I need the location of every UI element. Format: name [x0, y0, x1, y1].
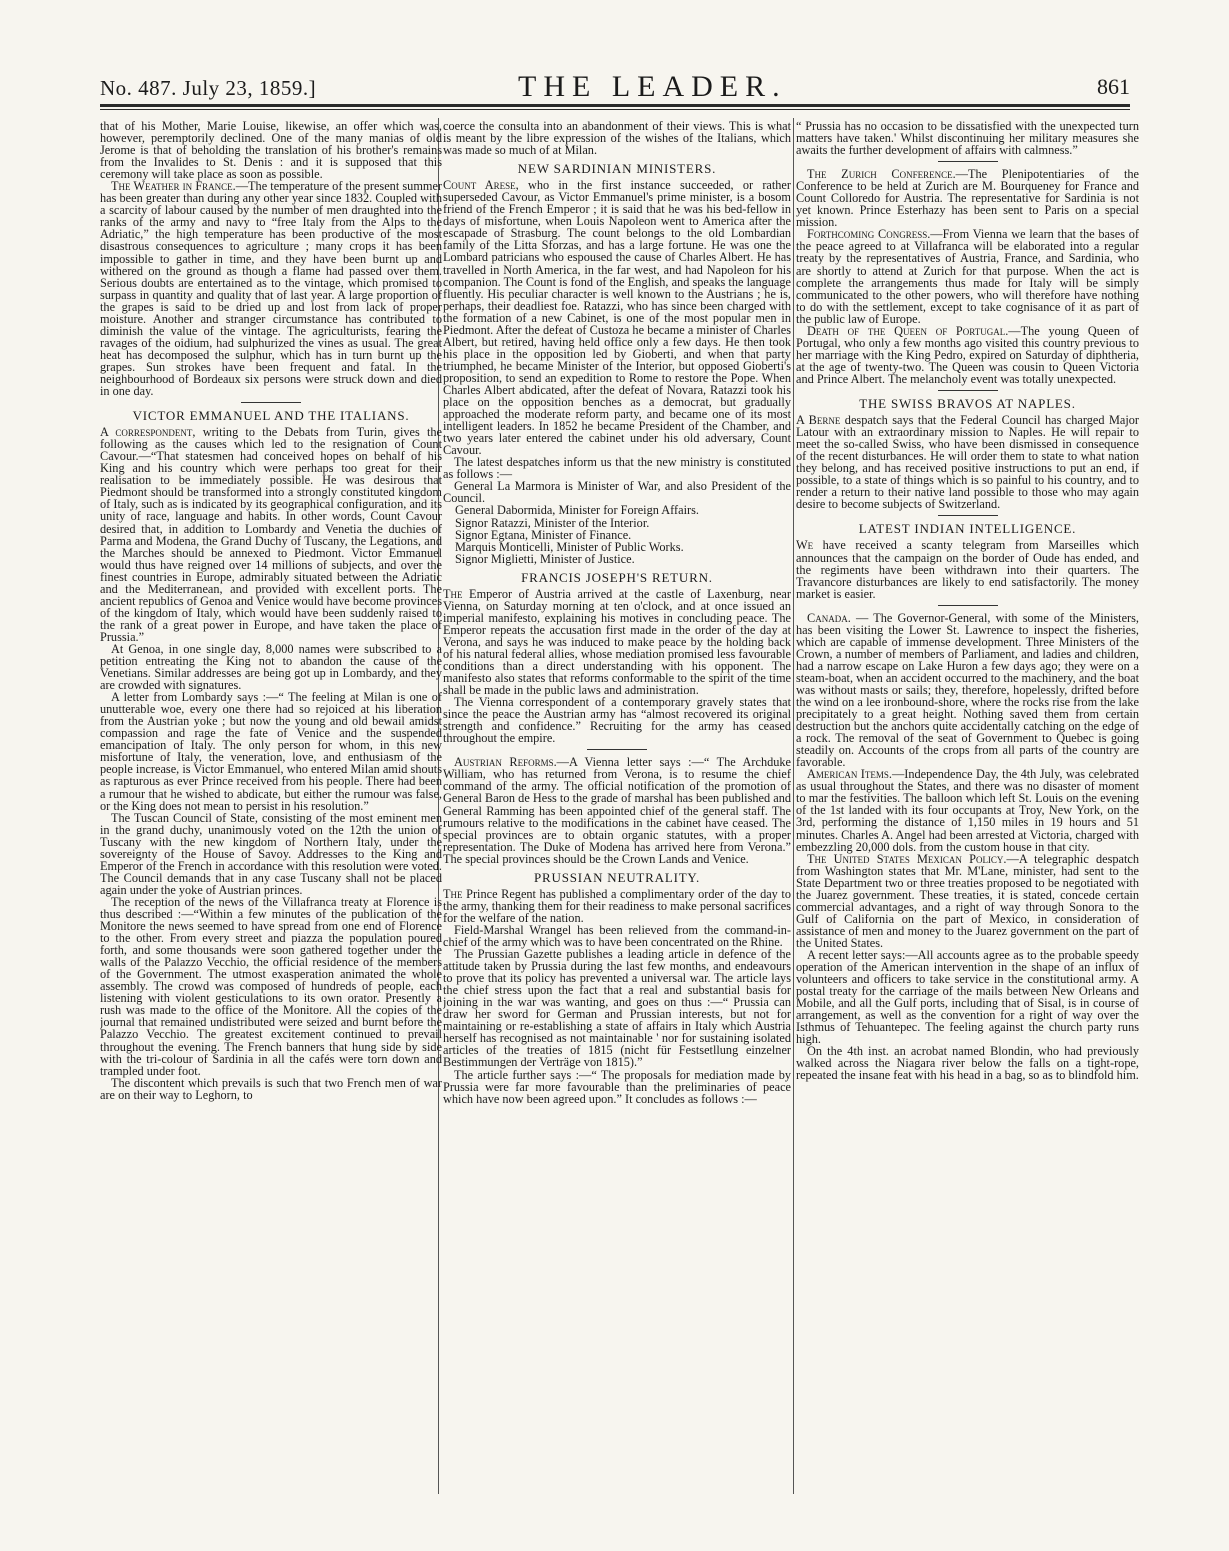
run-in-head: We	[796, 538, 814, 553]
paragraph	[796, 168, 1139, 228]
run-in-head: Canada.	[807, 610, 851, 625]
paragraph: The article further says :—“ The proposals for mediation made by Prussia were far more favourable than the preliminaries of peace which have now been agreed upon.” It concludes as follows :—	[443, 1067, 791, 1106]
masthead-rule-thin	[100, 109, 1130, 110]
section-heading: NEW SARDINIAN MINISTERS.	[517, 161, 717, 177]
page-number: 861	[1097, 74, 1130, 99]
paragraph: The Tuscan Council of State, consisting of the most eminent men in the grand duchy, unanimously voted on the 12th the union of Tuscany with the new kingdom of Northern Italy, under the sovereignty of the House of Savoy. Addresses to the King and Emperor of the French in accordance with this resolution were voted. The Council demands that in any case Tuscany shall not be placed again under the yoke of Austrian princes.	[100, 810, 442, 897]
paragraph-text: writing to the Debats from Turin, gives the following as the causes which led to the resignation of Count Cavour.—“That statesmen had conceived hopes on behalf of his King and his country which were perhaps too great for their realisation to be immediately possible. He was desirous that Piedmont should be transformed into a strongly constituted kingdom of Italy, such as is indicated by its geographical configuration, and its unity of race, language and habits. In other words, Count Cavour desired that, in addition to Lombardy and Venetia the duchies of Parma and Modena, the Grand Duchy of Tuscany, the Legations, and the Marches should be annexed to Piedmont. Victor Emmanuel would thus have reigned over 14 millions of subjects, and over the finest countries in Europe, admirably situated between the Adriatic and the Mediterranean, and provided with excellent ports. The ancient republics of Genoa and Venice would have become provinces of the kingdom of Italy, which would have been suddenly raised to the rank of a great power in Europe, and have taken the place of Prussia.”	[100, 425, 442, 644]
paragraph: The reception of the news of the Villafranca treaty at Florence is thus described :—“Within a few minutes of the publication of the Monitore the news seemed to have spread from one end of Florence to the other. From every street and piazza the population poured forth, and some thousands were soon gathered together under the walls of the Palazzo Vecchio, the official residence of the members of the Government. The utmost exasperation animated the whole assembly. The crowd was composed of hundreds of people, each listening with violent gesticulations to its own orator. Presently a rush was made to the office of the Monitore. All the copies of the journal that remained undistributed were seized and burnt before the Palazzo Vecchio. The greatest excitement continued to prevail throughout the evening. The French banners that hung side by side with the tri-colour of Sardinia in all the cafés were torn down and trampled under foot.	[100, 894, 442, 1078]
paragraph-text: —Independence Day, the 4th July, was celebrated as usual throughout the States, and there was no disaster of moment to mar the festivities. The balloon which left St. Louis on the evening of the 1st landed with its four occupants at Troy, New York, on the 3rd, performing the distance of 1,150 miles in 19 hours and 51 minutes. Charles A. Angel had been arrested at Victoria, charged with embezzling 20,000 dols. from the custom house in that city.	[796, 767, 1139, 854]
list-item: Signor Egtana, Minister of Finance.	[455, 527, 632, 542]
paragraph: A recent letter says:—All accounts agree as to the probable speedy operation of the American intervention in the shape of an influx of volunteers and officers to take service in the constitutional army. A postal treaty for the carriage of the mails between New Orleans and Mobile, and all the Gulf ports, including that of Sisal, is in course of arrangement, as well as the convention for a right of way over the Isthmus of Tehuantepec. The feeling against the church party runs high.	[796, 948, 1139, 1047]
run-in-head: A Berne	[796, 413, 841, 428]
paragraph-text: —A Vienna letter says :—“ The Archduke William, who has returned from Verona, is to resume the chief command of the army. The official notification of the promotion of General Baron de Hess to the grade of marshal has been published and General Ramming has been appointed chief of the general staff. The rumours relative to the modifications in the cabinet have ceased. The special provinces are to obtain organic statutes, with a proper representation. The Duke of Modena has arrived here from Verona.” The special provinces should be the Crown Lands and Venice.	[443, 755, 791, 866]
section-heading: FRANCIS JOSEPH'S RETURN.	[521, 569, 713, 585]
paragraph: On the 4th inst. an acrobat named Blondin, who had previously walked across the Niagara river below the falls on a tight-rope, repeated the insane feat with his head in a bag, so as to blindfold him.	[796, 1044, 1139, 1083]
section-separator	[938, 605, 998, 606]
paragraph: that of his Mother, Marie Louise, likewise, an offer which was, however, peremptorily declined. One of the many manias of old Jerome is that of beholding the translation of his brother's remains from the Invalides to St. Denis : and it is supposed that this ceremony will take place as soon as possible.	[100, 120, 442, 182]
paragraph-text: —The Plenipotentiaries of the Conference to be held at Zurich are M. Bourqueney for France and Count Colloredo for Austria. The representative for Sardinia is not yet known. Prince Esterhazy has been sent to Paris on a special mission.	[796, 167, 1139, 230]
section-separator	[938, 390, 998, 391]
list-item: General La Marmora is Minister of War, and also President of the Council.	[443, 479, 791, 506]
run-in-head: The Weather in France.	[111, 179, 236, 194]
paragraph: “ Prussia has no occasion to be dissatisfied with the unexpected turn matters have taken.' Whilst discontinuing her military measures she awaits the further development of affairs with calmness.”	[796, 120, 1139, 158]
list-item: Signor Ratazzi, Minister of the Interior.	[455, 515, 650, 530]
column-1	[100, 120, 442, 1492]
run-in-head: The	[443, 886, 463, 901]
section-separator	[938, 161, 998, 162]
paragraph-text: —A telegraphic despatch from Washington states that Mr. M'Lane, minister, had sent to the State Department two or three treaties proposed to be negotiated with the Juarez government. These treaties, it is stated, concede certain commercial advantages, and a right of way through Sonora to the Gulf of California on the part of Mexico, in consideration of assistance of men and money to the Juarez government on the part of the United States.	[796, 851, 1139, 950]
issue-date-line: No. 487. July 23, 1859.]	[100, 76, 317, 100]
list-item: General Dabormida, Minister for Foreign Affairs.	[455, 503, 699, 518]
section-separator	[587, 749, 647, 750]
paragraph: The discontent which prevails is such that two French men of war are on their way to Leghorn, to	[100, 1075, 442, 1102]
paragraph-text: Emperor of Austria arrived at the castle of Laxenburg, near Vienna, on Saturday morning at ten o'clock, and at once issued an imperial manifesto, explaining his motives in concluding peace. The Emperor repeats the accusation first made in the order of the day at Verona, and says he was induced to make peace by the holding back of his natural federal allies, whose mediation promised less favourable conditions than a direct understanding with his opponent. The manifesto also states that reforms conformable to the spirit of the time shall be made in the public laws and administration.	[443, 586, 791, 698]
paragraph	[443, 888, 791, 924]
paragraph: coerce the consulta into an abandonment of their views. This is what is meant by the libre expression of the wishes of the Italians, which was made so much of at Milan.	[443, 120, 791, 158]
section-heading: LATEST INDIAN INTELLIGENCE.	[858, 521, 1077, 537]
paragraph	[100, 180, 442, 397]
list-item: Signor Miglietti, Minister of Justice.	[455, 551, 635, 566]
paragraph	[796, 414, 1139, 510]
run-in-head: Forthcoming Congress.	[807, 227, 931, 242]
masthead	[100, 68, 1130, 102]
paragraph	[443, 179, 791, 456]
run-in-head: Austrian Reforms.	[454, 755, 557, 770]
paragraph-text: —The temperature of the present summer has been greater than during any other year since 1832. Coupled with a scarcity of labour caused by the number of men draughted into the ranks of the army and navy to “free Italy from the Alps to the Adriatic,” the high temperature has been productive of the most disastrous consequences to agriculture ; many crops it has been impossible to gather in time, and they have been burnt up and withered on the ground as though a flame had passed over them. Serious doubts are entertained as to the vintage, which promised to surpass in quantity and quality that of last year. A large proportion of the grapes is said to be dried up and lost from lack of proper moisture. Another and stranger circumstance has contributed to diminish the value of the vintage. The agriculturists, fearing the ravages of the oidium, had sulphurized the vines as usual. The great heat has decomposed the sulphur, which has in turn burnt up the grapes. Sun strokes have been frequent and fatal. In the neighbourhood of Bordeaux six persons were struck down and died in one day.	[100, 179, 442, 399]
run-in-head: Death of the Queen of Portugal.	[807, 323, 1009, 338]
newspaper-title: THE LEADER.	[518, 70, 787, 103]
run-in-head: A correspondent,	[100, 425, 196, 440]
masthead-rule	[100, 104, 1130, 107]
paragraph	[796, 228, 1139, 324]
paragraph: Field-Marshal Wrangel has been relieved from the command-in-chief of the army which was to have been concentrated on the Rhine.	[443, 922, 791, 949]
paragraph	[443, 756, 791, 864]
paragraph-text: have received a scanty telegram from Marseilles which announces that the campaign on the border of Oude has ended, and the regiments have been withdrawn into their quarters. The Travancore disturbances are likely to end satisfactorily. The money market is easier.	[796, 538, 1139, 601]
paragraph-text: — The Governor-General, with some of the Ministers, has been visiting the Lower St. Lawrence to inspect the fisheries, which are capable of immense development. Three Ministers of the Crown, a number of members of Parliament, and ladies and children, had a narrow escape on Lake Huron a few days ago; they were on a steam-boat, when an accident occurred to the machinery, and the boat was without masts or sails; they, therefore, hopelessly, drifted before the wind on a lee ironbound-shore, where the rocks rise from the lake precipitately to a great height. Nothing saved them from certain destruction but the anchors quite accidentally catching on the edge of a rock. The removal of the seat of Government to Quebec is going steadily on. Accounts of the crops from all parts of the country are favorable.	[796, 610, 1139, 770]
paragraph	[796, 325, 1139, 385]
section-heading: PRUSSIAN NEUTRALITY.	[534, 869, 700, 885]
paragraph-text: —From Vienna we learn that the bases of the peace agreed to at Villafranca will be elaborated into a regular treaty by the representatives of Austria, France, and Sardinia, who are shortly to attend at Zurich for that purpose. When the act is complete the arrangements thus made for Italy will be simply communicated to the other powers, who will therefore have nothing to do with the settlement, except to take cognisance of it as part of the public law of Europe.	[796, 227, 1139, 326]
paragraph-text: despatch says that the Federal Council has charged Major Latour with an extraordinary mission to Naples. He will repair to meet the so-called Swiss, who have been dismissed in consequence of the recent disturbances. He will order them to state to what nation they belong, and has received positive instructions to put an end, if possible, to a state of things which is so painful to his country, and to render a return to their native land possible to those who may again desire to become subjects of Switzerland.	[796, 413, 1139, 512]
column-3	[796, 120, 1139, 1492]
section-heading: VICTOR EMMANUEL AND THE ITALIANS.	[132, 408, 410, 424]
run-in-head: The United States Mexican Policy.	[807, 851, 1007, 866]
section-separator	[241, 402, 301, 403]
run-in-head: The Zurich Conference.	[807, 167, 956, 182]
paragraph	[796, 768, 1139, 852]
column-divider-2	[793, 118, 794, 1494]
paragraph	[796, 853, 1139, 949]
run-in-head: Count Arese,	[443, 178, 519, 193]
section-separator	[938, 515, 998, 516]
paragraph	[100, 426, 442, 643]
paragraph-text: Prince Regent has published a complimentary order of the day to the army, thanking them for their readiness to make personal sacrifices for the welfare of the nation.	[443, 886, 791, 925]
paragraph-text: who in the first instance succeeded, or rather superseded Cavour, as Victor Emmanuel's prime minister, is a bosom friend of the French Emperor ; it is said that he was his bed-fellow in days of misfortune, when Louis Napoleon went to America after the escapade of Strasburg. The count belongs to the old Lombardian family of the Litta Sforzas, and has a large fortune. He was one the Lombard patricians who espoused the cause of Charles Albert. He has travelled in North America, in the far west, and had Napoleon for his companion. The Count is fond of the English, and speaks the language fluently. His peculiar character is well known to the Austrians ; he is, perhaps, their deadliest foe. Ratazzi, who has since been charged with the formation of a new Cabinet, is one of the most popular men in Piedmont. After the defeat of Custoza he became a minister of Charles Albert, but retired, having held office only a few days. He then took his place in the opposition led by Gioberti, and when that party triumphed, he became Minister of the Interior, but opposed Gioberti's proposition, to send an expedition to Rome to restore the Pope. When Charles Albert abdicated, after the defeat of Novara, Ratazzi took his place on the opposition benches as a democrat, but gradually approached the moderate reform party, and became one of its most intelligent leaders. In 1852 he became President of the Chamber, and two years later entered the cabinet under his old adversary, Count Cavour.	[443, 178, 791, 458]
run-in-head: The	[443, 586, 463, 601]
paragraph: A letter from Lombardy says :—“ The feeling at Milan is one of unutterable woe, every one there had so rejoiced at his liberation from the Austrian yoke ; but now the young and old bewail amidst compassion and rage the fate of Venice and the suspended emancipation of Italy. The only person for whom, in this new misfortune of Italy, the veneration, love, and enthusiasm of the people increase, is Victor Emmanuel, who entered Milan amid shouts as rapturous as ever Prince received from his people. There had been a rumour that he wished to abdicate, but either the rumour was false, or the King does not mean to persist in his resolution.”	[100, 690, 442, 813]
paragraph	[796, 539, 1139, 599]
section-heading: THE SWISS BRAVOS AT NAPLES.	[859, 395, 1076, 411]
paragraph: The Vienna correspondent of a contemporary gravely states that since the peace the Austrian army has “almost recovered its original strength and confidence.” Recruiting for the army has ceased throughout the empire.	[443, 695, 791, 746]
paragraph	[796, 612, 1139, 769]
list-item: Marquis Monticelli, Minister of Public Works.	[455, 539, 684, 554]
paragraph	[443, 588, 791, 696]
paragraph: The Prussian Gazette publishes a leading article in defence of the attitude taken by Prussia during the last few months, and endeavours to prove that its policy has prevented a universal war. The article lays the chief stress upon the fact that a real and substantial basis for joining in the war was wanting, and goes on thus :—“ Prussia can draw her sword for German and Prussian interests, but not for maintaining or re-establishing a state of affairs in Italy which Austria herself has recognised as not maintainable ' nor for sustaining isolated articles of the treaties of 1815 (nicht für Festsetllung einzelner Bestimmungen der Verträge von 1815).”	[443, 947, 791, 1070]
paragraph: At Genoa, in one single day, 8,000 names were subscribed to a petition entreating the King not to abandon the cause of the Venetians. Similar addresses are being got up in Lombardy, and they are crowded with signatures.	[100, 641, 442, 693]
paragraph: The latest despatches inform us that the new ministry is constituted as follows :—	[443, 455, 791, 482]
run-in-head: American Items.	[807, 767, 892, 782]
column-2	[443, 120, 791, 1492]
paragraph-text: —The young Queen of Portugal, who only a few months ago visited this country previous to her marriage with the King Pedro, expired on Saturday of diphtheria, at the age of twenty-two. The Queen was cousin to Queen Victoria and Prince Albert. The melancholy event was totally unexpected.	[796, 323, 1139, 386]
